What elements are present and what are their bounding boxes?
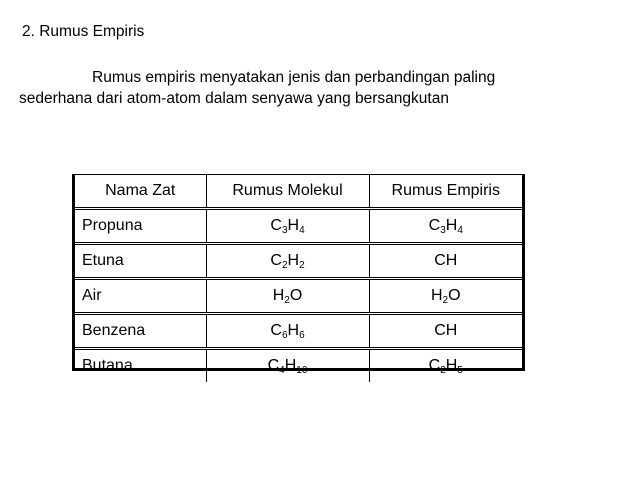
definition-paragraph — [19, 67, 619, 109]
empirical-formula: $C_3H_4$ — [369, 209, 522, 244]
formula-table — [72, 174, 525, 376]
table-row — [75, 209, 522, 244]
header-rumus-empiris: Rumus Empiris — [369, 175, 522, 209]
header-nama-zat: Nama Zat — [105, 182, 176, 199]
table-row — [75, 244, 522, 279]
table-row — [75, 279, 522, 314]
empirical-formula: CH — [369, 314, 522, 349]
compound-name: Benzena — [75, 314, 206, 349]
paragraph-line-2: sederhana dari atom-atom dalam senyawa yang bersangkutan — [19, 90, 449, 107]
compound-name: Butana — [75, 349, 206, 383]
molecular-formula: $C_4H_{10}$ — [206, 349, 369, 383]
table-border-right — [522, 174, 525, 371]
table-header-row — [75, 175, 522, 209]
header-rumus-molekul: Rumus Molekul — [206, 175, 369, 209]
empirical-formula: $C_2H_5$ — [369, 349, 522, 383]
compound-name: Etuna — [75, 244, 206, 279]
paragraph-line-1: Rumus empiris menyatakan jenis dan perbandingan paling — [92, 69, 496, 86]
empirical-formula: CH — [369, 244, 522, 279]
molecular-formula: $C_3H_4$ — [206, 209, 369, 244]
empirical-formula: $H_2O$ — [369, 279, 522, 314]
table-row — [75, 349, 522, 383]
molecular-formula: $C_6H_6$ — [206, 314, 369, 349]
table-row — [75, 314, 522, 349]
compound-name: Propuna — [75, 209, 206, 244]
molecular-formula: $C_2H_2$ — [206, 244, 369, 279]
section-heading: 2. Rumus Empiris — [22, 23, 145, 40]
molecular-formula: $H_2O$ — [206, 279, 369, 314]
compound-name: Air — [75, 279, 206, 314]
